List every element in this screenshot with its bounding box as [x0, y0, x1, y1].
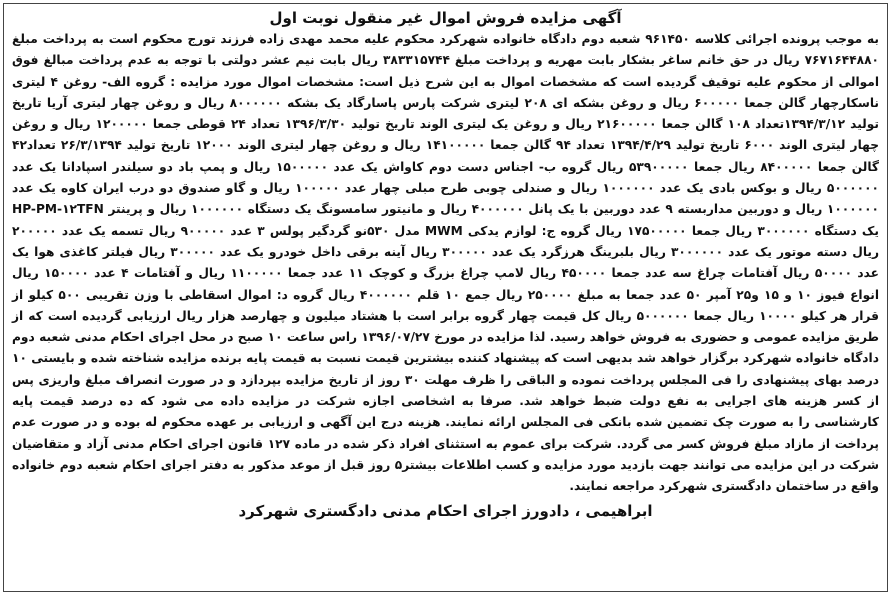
notice-body: به موجب پرونده اجرائی کلاسه ۹۶۱۴۵۰ شعبه دوم دادگاه خانواده شهرکرد محکوم علیه محمد مهدی زاده فرزند تورج محکوم است به پرداخت مبلغ ۷۶۷۱۶۴۴۸۸۰ ریال در حق خانم ساغر بشکار بابت مهریه و پرداخت مبلغ ۳۸۳۳۱۵۷۴۴ ریال بابت نیم عشر دولتی با توجه به عدم پرداخت مبالغ فوق اموالی از محکوم علیه توقیف گردیده است که مشخصات اموال به این شرح ذیل است: مشخصات اموال مورد مزایده : گروه الف- روغن ۴ لیتری ناسکارچهار گالن جمعا ۶۰۰۰۰۰ ریال و روغن بشکه ای ۲۰۸ لیتری شرکت پارس پاسارگاد یک بشکه ۸۰۰۰۰۰۰ ریال و روغن چهار لیتری آریا تاریخ تولید ۱۳۹۴/۳/۱۲تعداد ۱۰۸ گالن جمعا ۲۱۶۰۰۰۰۰ ریال و روغن یک لیتری الوند تاریخ تولید ۱۳۹۶/۳/۳۰ تعداد ۲۴ قوطی جمعا ۱۲۰۰۰۰۰ ریال و روغن چهار لیتری الوند ۶۰۰۰ تاریخ تولید ۱۳۹۴/۴/۲۹ تعداد ۹۴ گالن جمعا ۱۴۱۰۰۰۰۰ ریال و روغن چهار لیتری الوند ۱۲۰۰۰ تاریخ تولید ۲۶/۳/۱۳۹۴ تعداد۴۲ گالن جمعا ۸۴۰۰۰۰۰ ریال جمعا ۵۳۹۰۰۰۰۰ ریال گروه ب- اجناس دست دوم کاواش یک عدد ۱۵۰۰۰۰۰ ریال و پمپ باد دو سیلندر اسپادانا یک عدد ۵۰۰۰۰۰۰ ریال و بوکس بادی یک عدد ۱۰۰۰۰۰۰ ریال و صندلی چوبی طرح مبلی چهار عدد ۱۰۰۰۰۰ ریال و گاو صندوق دو درب ایران کاوه یک عدد ۱۰۰۰۰۰۰ ریال و دوربین مداربسته ۹ عدد دوربین با یک پانل ۴۰۰۰۰۰۰ ریال و مانیتور سامسونگ یک دستگاه ۱۰۰۰۰۰۰ ریال و پرینتر HP-PM-۱۲TFN یک دستگاه ۳۰۰۰۰۰۰ ریال جمعا ۱۷۵۰۰۰۰۰ ریال گروه ج: لوازم یدکی MWM مدل ۵۳۰نو گردگیر پولس ۳ عدد ۹۰۰۰۰۰ ریال تسمه یک عدد ۲۰۰۰۰۰ ریال دسته موتور یک عدد ۳۰۰۰۰۰۰ ریال بلبرینگ هرزگرد یک عدد ۳۰۰۰۰۰ ریال آینه برقی داخل خودرو یک عدد ۳۰۰۰۰۰ ریال فیلتر کاغذی هوا یک عدد ۵۰۰۰۰ ریال آفتامات چراغ سه عدد جمعا ۴۵۰۰۰۰ ریال لامپ چراغ بزرگ و کوچک ۱۱ عدد جمعا ۱۱۰۰۰۰۰ ریال و آفتامات ۴ عدد ۱۵۰۰۰۰ ریال انواع فیوز ۱۰ و ۱۵ و۲۵ آمپر ۵۰ عدد جمعا به مبلغ ۲۵۰۰۰۰ ریال جمع ۱۰ قلم ۴۰۰۰۰۰۰ ریال گروه د: اموال اسقاطی با وزن تقریبی ۵۰۰ کیلو از قرار هر کیلو ۱۰۰۰۰ ریال جمعا ۵۰۰۰۰۰۰ ریال کل قیمت چهار گروه برابر است با هشتاد میلیون و چهارصد هزار ریال ارزیابی گردیده است که از طریق مزایده عمومی و حضوری به فروش خواهد رسید. لذا مزایده در مورخ ۱۳۹۶/۰۷/۲۷ راس ساعت ۱۰ صبح در محل اجرای احکام مدنی شعبه دوم دادگاه خانواده شهرکرد برگزار خواهد شد بدیهی است که پیشنهاد کننده بیشترین قیمت نسبت به قیمت پایه برنده مزایده شناخته شده و بایستی ۱۰ درصد بهای پیشنهادی را فی المجلس پرداخت نموده و الباقی را ظرف مهلت ۳۰ روز از تاریخ مزایده بپردازد و در صورت انصراف مبلغ واریزی پس از کسر هزینه های اجرایی به نفع دولت ضبط خواهد شد. صرفا به اشخاصی اجازه شرکت در مزایده داده می شود که ده درصد قیمت پایه کارشناسی را به صورت چک تضمین شده بانکی فی المجلس ارائه نمایند. هزینه درج این آگهی و ارزیابی بر عهده محکوم له بوده و در صورت عدم پرداخت از مازاد مبلغ فروش کسر می گردد. شرکت برای عموم به استثنای افراد ذکر شده در ماده ۱۲۷ قانون اجرای احکام مدنی آزاد و متقاضیان شرکت در این مزایده می توانند جهت بازدید مورد مزایده و کسب اطلاعات بیشتر۵ روز قبل از موعد مذکور به دفتر اجرای احکام شعبه دوم خانواده واقع در ساختمان دادگستری شهرکرد مراجعه نمایند.: [12, 32, 880, 494]
auction-notice: [3, 3, 888, 592]
notice-title: آگهی مزایده فروش اموال غیر منقول نوبت اول: [269, 9, 622, 27]
notice-signature: ابراهیمی ، دادورز اجرای احکام مدنی دادگستری شهرکرد: [238, 501, 653, 520]
